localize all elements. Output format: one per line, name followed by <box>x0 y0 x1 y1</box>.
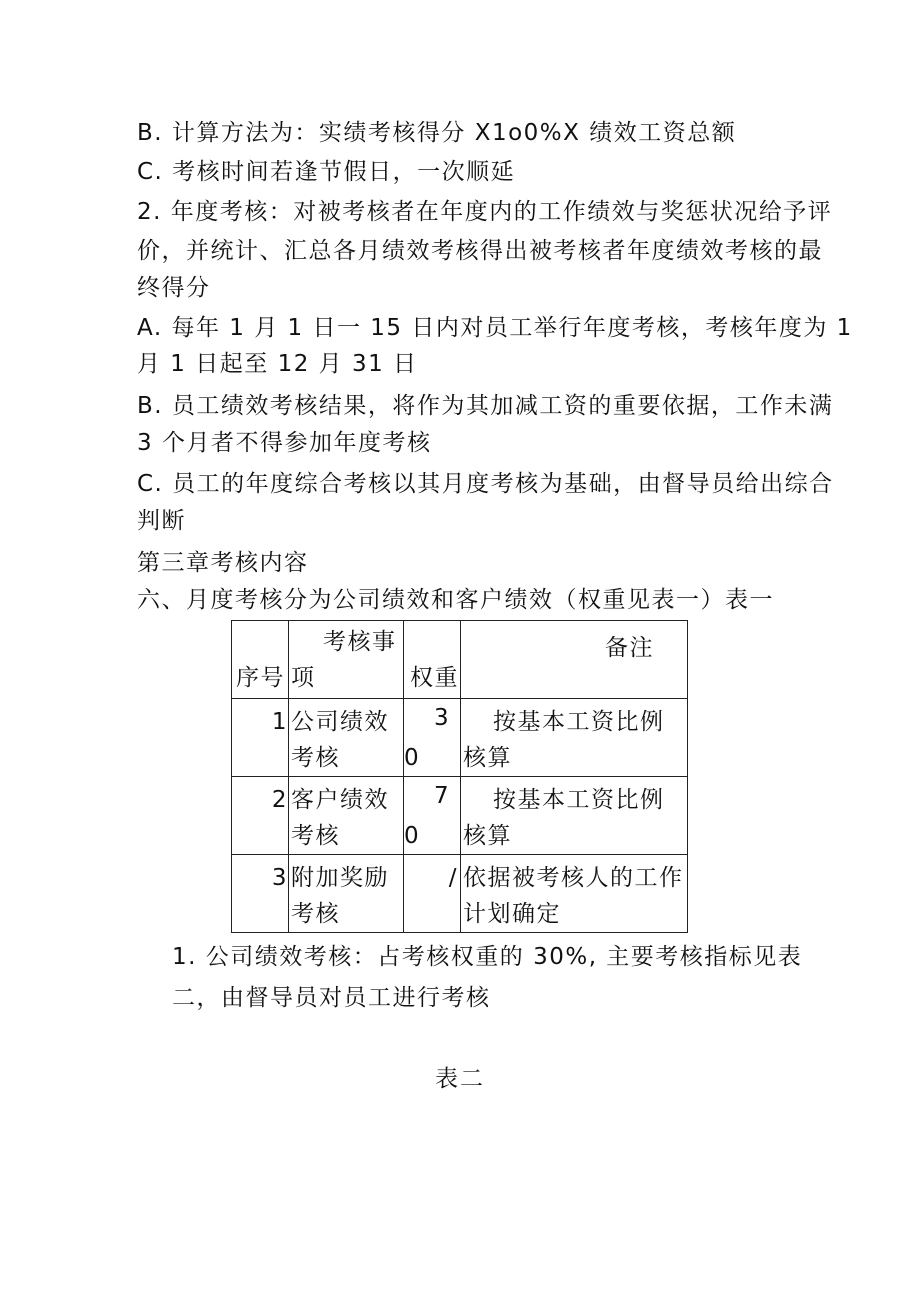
table-row <box>232 777 688 855</box>
paragraph-line: 2. 年度考核：对被考核者在年度内的工作绩效与奖惩状况给予评 <box>137 199 833 225</box>
paragraph-line: 1. 公司绩效考核：占考核权重的 30%, 主要考核指标见表 <box>172 944 803 970</box>
header-weight: 权重 <box>410 665 459 691</box>
table-caption: 表二 <box>435 1066 485 1092</box>
row-item-cont: 考核 <box>291 901 340 927</box>
row-weight: / <box>448 865 458 891</box>
row-item-cont: 考核 <box>291 823 340 849</box>
table-header-row <box>232 621 688 699</box>
header-note: 备注 <box>605 635 654 661</box>
row-item: 客户绩效 <box>291 787 389 813</box>
row-weight: 7 <box>434 783 451 809</box>
row-note-cont: 核算 <box>463 823 512 849</box>
row-item: 附加奖励 <box>291 865 389 891</box>
row-note: 依据被考核人的工作 <box>463 865 684 891</box>
row-seq: 2 <box>271 787 288 813</box>
row-item-cont: 考核 <box>291 745 340 771</box>
paragraph-line: 月 1 日起至 12 月 31 日 <box>137 351 418 377</box>
table-intro-line: 六、月度考核分为公司绩效和客户绩效（权重见表一）表一 <box>137 587 774 613</box>
table-row <box>232 699 688 777</box>
header-item-cont: 项 <box>291 665 316 691</box>
row-weight-cont: 0 <box>404 823 421 849</box>
paragraph-line: 判断 <box>137 508 186 534</box>
paragraph-line: 3 个月者不得参加年度考核 <box>137 430 432 456</box>
row-seq: 1 <box>271 709 288 735</box>
chapter-heading: 第三章考核内容 <box>137 550 309 576</box>
row-note-cont: 计划确定 <box>463 901 561 927</box>
table-row <box>232 855 688 933</box>
paragraph-line: 二，由督导员对员工进行考核 <box>172 985 491 1011</box>
paragraph-line: 终得分 <box>137 275 211 301</box>
paragraph-line: 价，并统计、汇总各月绩效考核得出被考核者年度绩效考核的最 <box>137 238 823 264</box>
header-seq: 序号 <box>236 665 285 691</box>
header-item: 考核事 <box>323 629 397 655</box>
row-seq: 3 <box>271 865 288 891</box>
paragraph-line: A. 每年 1 月 1 日一 15 日内对员工举行年度考核，考核年度为 1 <box>137 315 853 341</box>
row-weight: 3 <box>434 705 451 731</box>
paragraph-line: B. 员工绩效考核结果，将作为其加减工资的重要依据，工作未满 <box>137 393 834 419</box>
row-weight-cont: 0 <box>404 745 421 771</box>
row-item: 公司绩效 <box>291 709 389 735</box>
paragraph-line: B. 计算方法为：实绩考核得分 X1o0%X 绩效工资总额 <box>137 120 737 146</box>
paragraph-line: C. 员工的年度综合考核以其月度考核为基础，由督导员给出综合 <box>137 471 834 497</box>
paragraph-line: C. 考核时间若逢节假日，一次顺延 <box>137 159 516 185</box>
weight-table <box>231 620 688 933</box>
row-note-cont: 核算 <box>463 745 512 771</box>
row-note: 按基本工资比例 <box>493 787 665 813</box>
row-note: 按基本工资比例 <box>493 709 665 735</box>
